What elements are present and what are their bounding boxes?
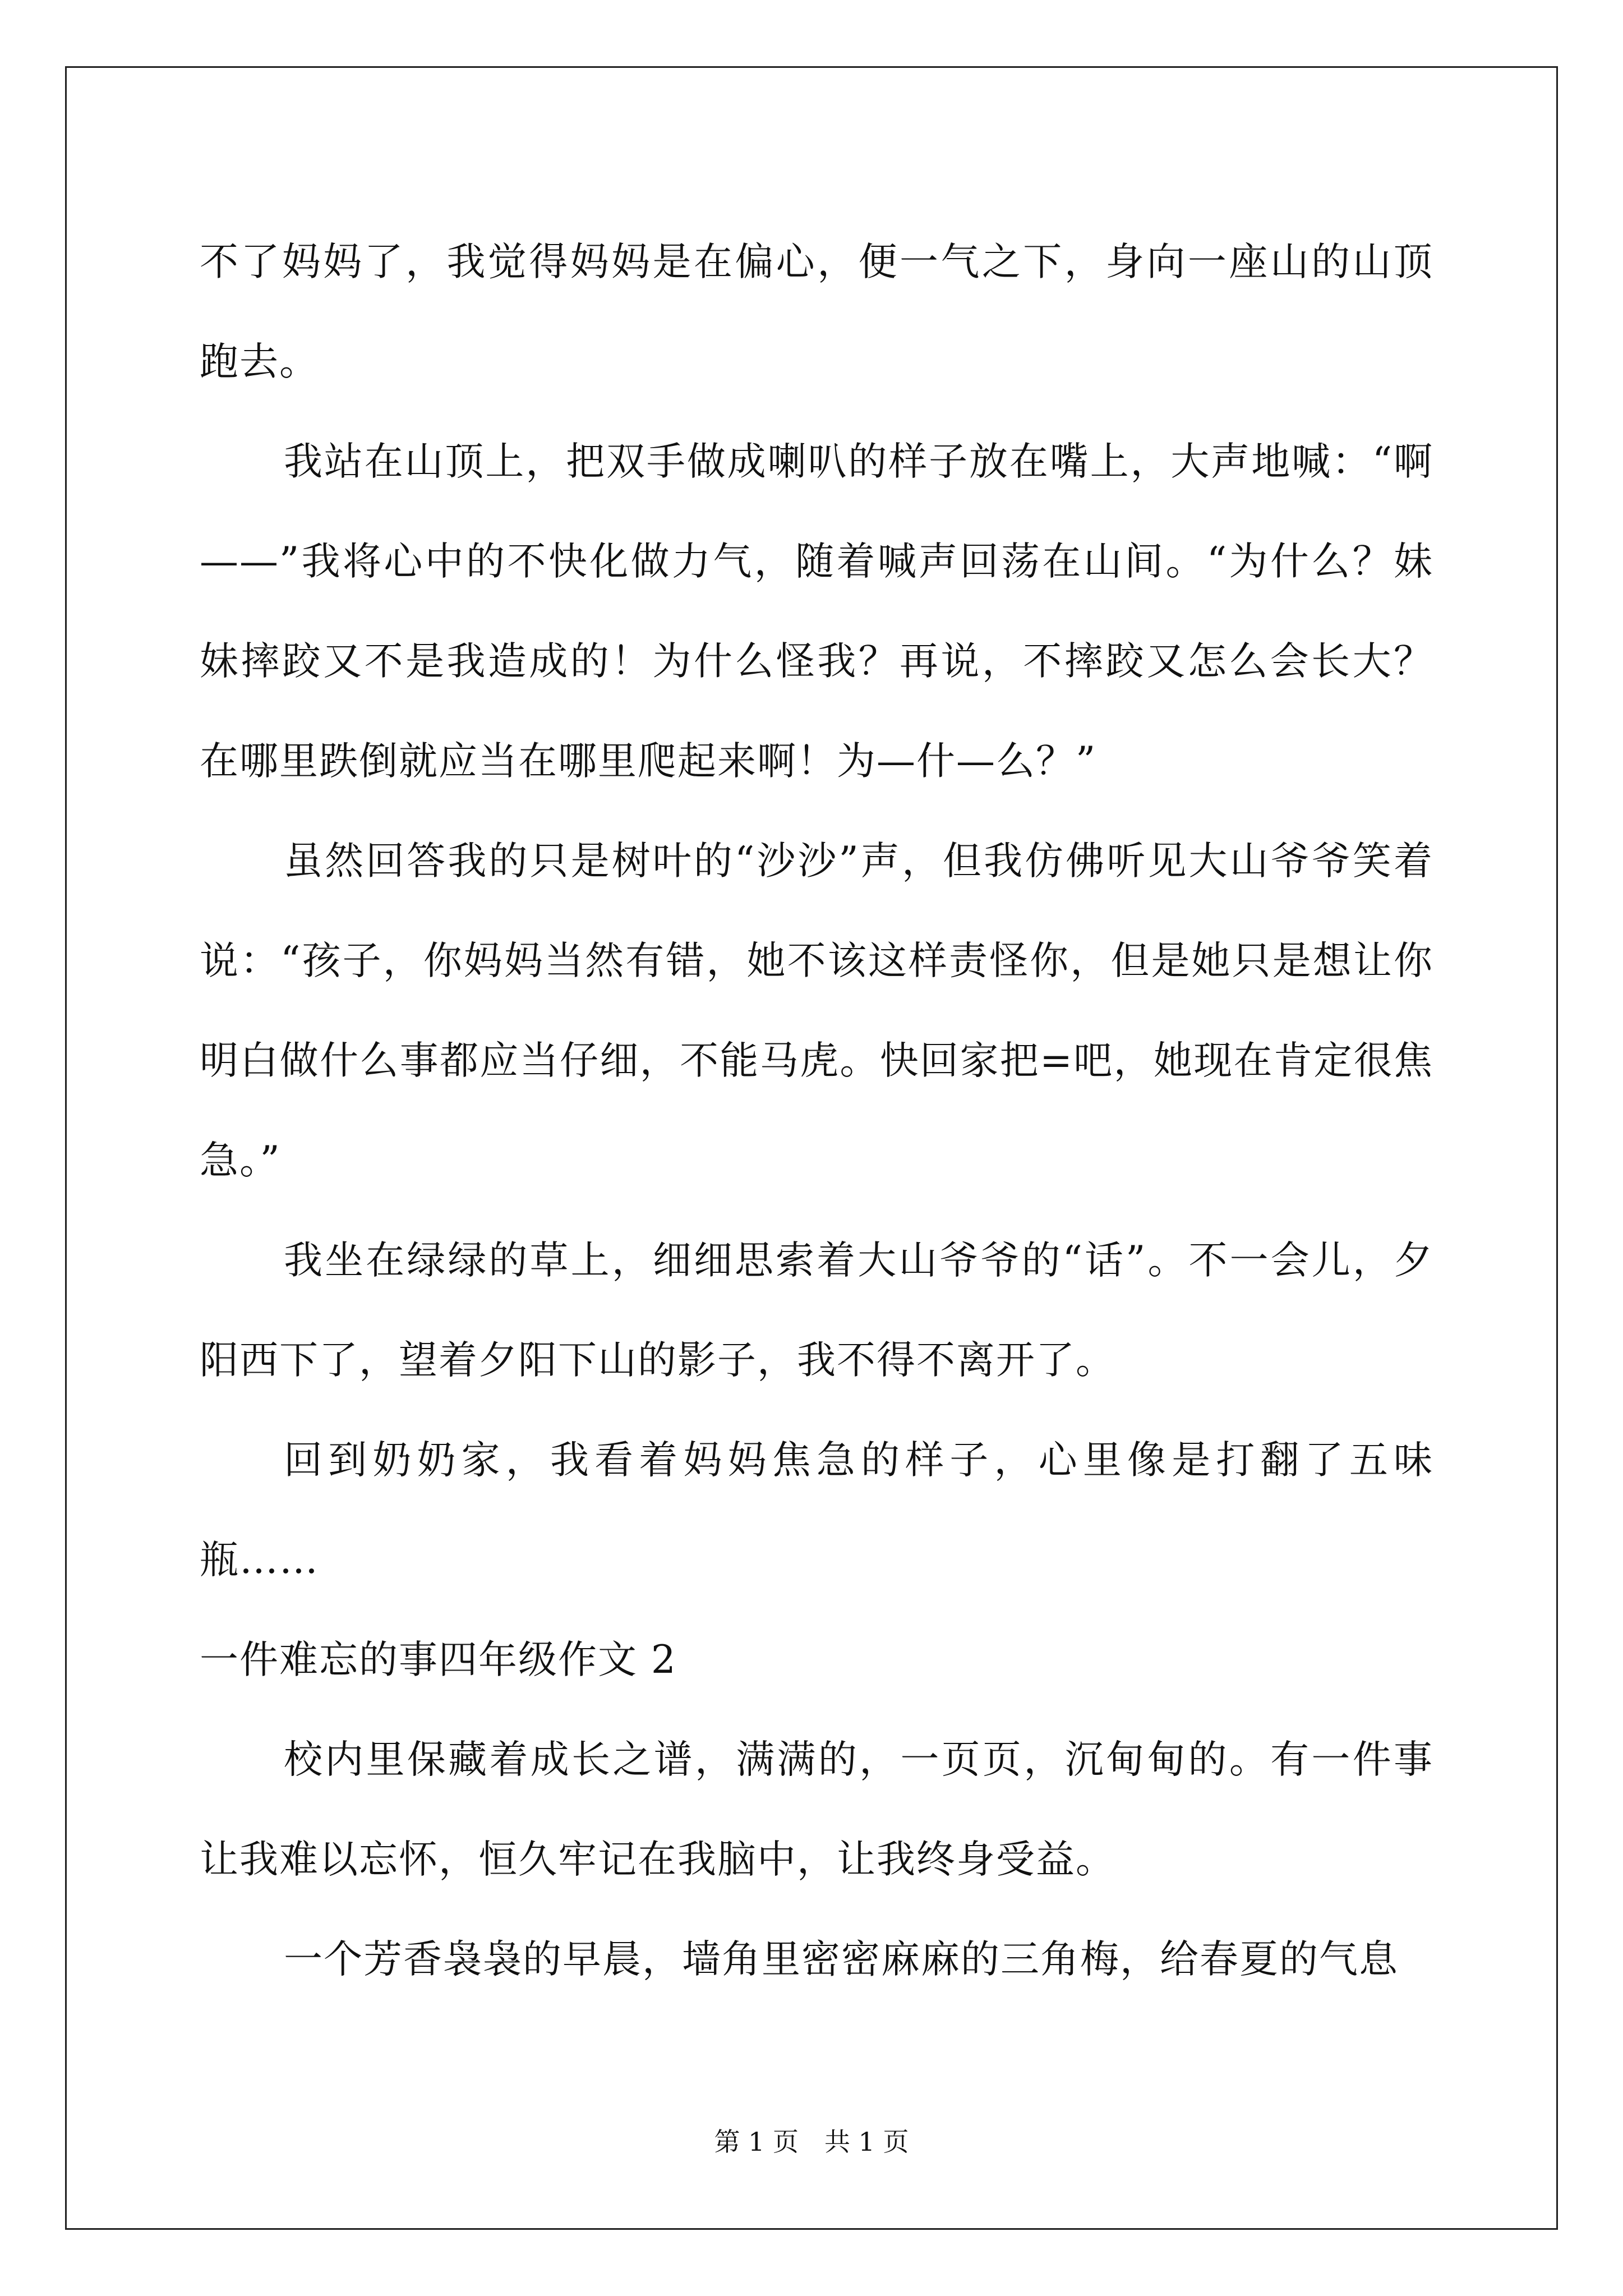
paragraph-5: 回到奶奶家，我看着妈妈焦急的样子，心里像是打翻了五味瓶…… (200, 1438, 1433, 1582)
document-body (200, 212, 1433, 2009)
page-number-footer: 第 1 页 共 1 页 (714, 2127, 909, 2157)
paragraph-7: 一个芳香袅袅的早晨，墙角里密密麻麻的三角梅，给春夏的气息 (284, 1937, 1399, 1982)
paragraph-4: 我坐在绿绿的草上，细细思索着大山爷爷的“话”。不一会儿，夕阳西下了，望着夕阳下山的影子，我不得不离开了。 (200, 1238, 1433, 1383)
paragraph-3: 虽然回答我的只是树叶的“沙沙”声，但我仿佛听见大山爷爷笑着说：“孩子，你妈妈当然有错，她不该这样责怪你，但是她只是想让你明白做什么事都应当仔细，不能马虎。快回家把=吧，她现在肯定很焦急。” (200, 839, 1433, 1183)
paragraph-1: 不了妈妈了，我觉得妈妈是在偏心，便一气之下，身向一座山的山顶跑去。 (200, 240, 1433, 384)
section-heading: 一件难忘的事四年级作文 2 (200, 1637, 677, 1682)
paragraph-6: 校内里保藏着成长之谱，满满的，一页页，沉甸甸的。有一件事让我难以忘怀，恒久牢记在我脑中，让我终身受益。 (200, 1737, 1433, 1882)
paragraph-2: 我站在山顶上，把双手做成喇叭的样子放在嘴上，大声地喊：“啊——”我将心中的不快化做力气，随着喊声回荡在山间。“为什么？妹妹摔跤又不是我造成的！为什么怪我？再说，不摔跤又怎么会长大？在哪里跌倒就应当在哪里爬起来啊！为—什—么？” (200, 439, 1433, 784)
